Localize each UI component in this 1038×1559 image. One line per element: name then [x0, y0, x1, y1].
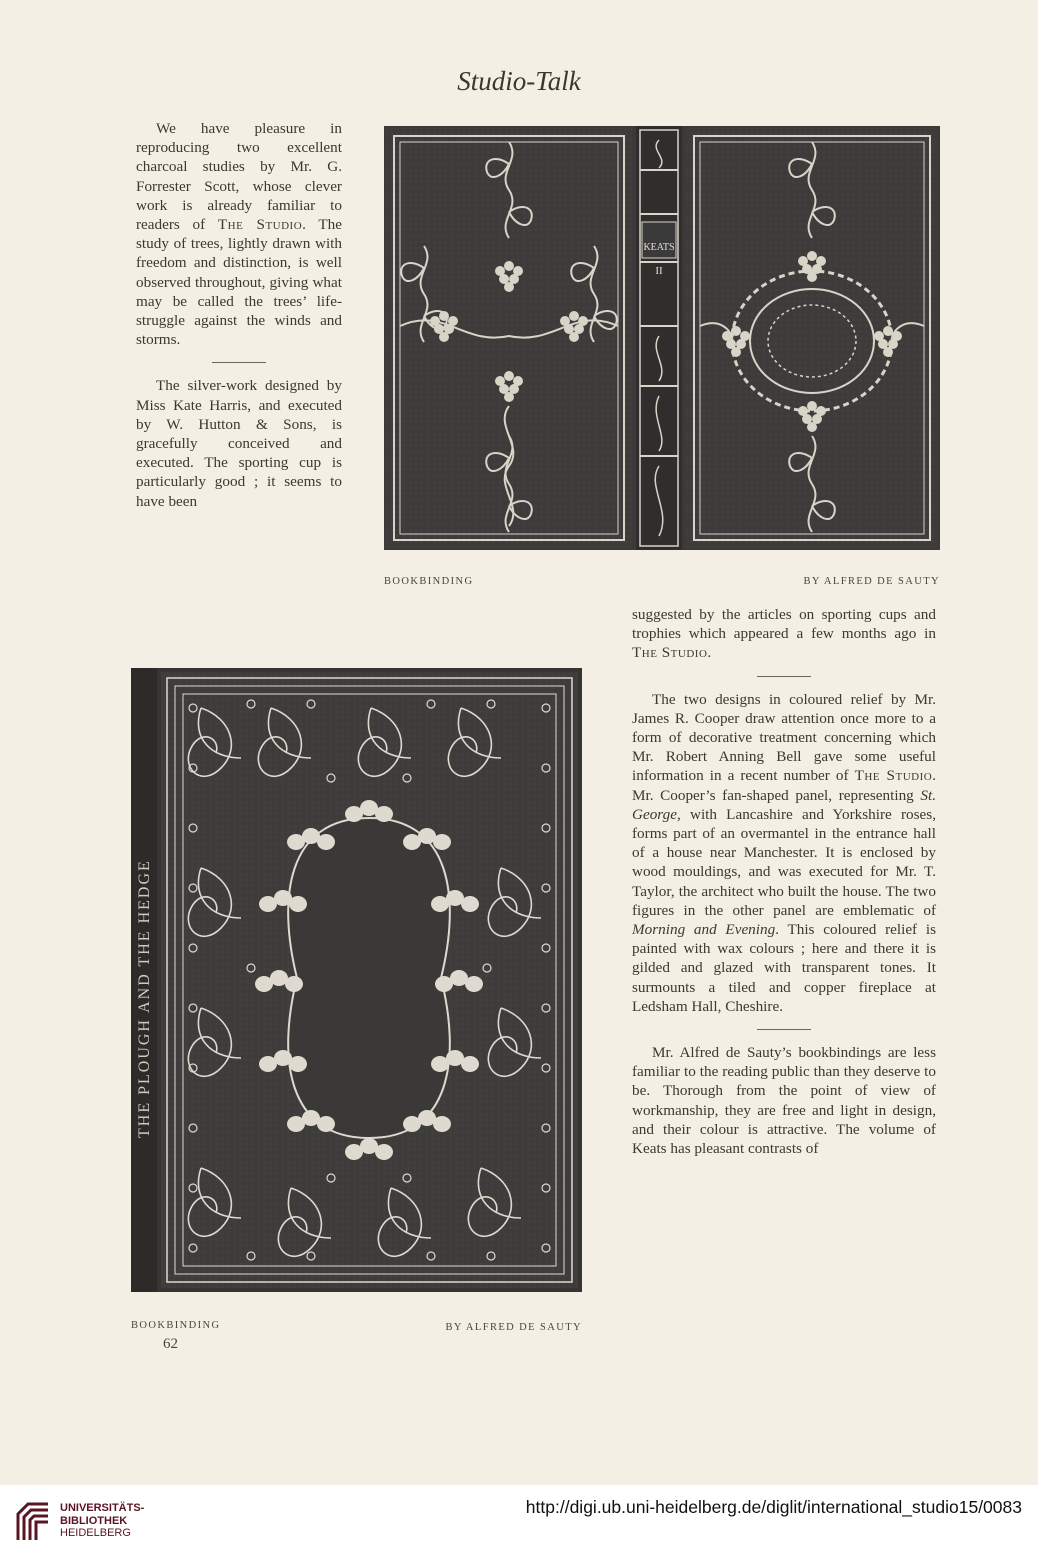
paragraph-charcoal-studies: We have pleasure in reproducing two excellent charcoal studies by Mr. G. Forrester Scott, whose clever work is already familiar to readers of The Studio. The study of trees, lightly drawn with freedom and distinction, is well observed throughout, giving what may be called the trees’ life-struggle against the winds and storms. — [136, 120, 342, 349]
running-header: Studio-Talk — [457, 66, 581, 96]
paragraph-silver-work: The silver-work designed by Miss Kate Harris, and executed by W. Hutton & Sons, is gracefully conceived and executed. The sporting cup is particularly good ; it seems to have been — [136, 377, 342, 510]
caption-bottom-left: BOOKBINDING — [131, 1320, 221, 1331]
spine-text: THE PLOUGH AND THE HEDGE — [136, 859, 153, 1138]
library-name: UNIVERSITÄTS- BIBLIOTHEK HEIDELBERG — [60, 1502, 145, 1539]
paragraph-de-sauty: Mr. Alfred de Sauty’s bookbindings are less familiar to the reading public than they deserve to be. Thorough from the point of view of workmanship, they are free and light in design, and their colour is attractive. The volume of Keats has pleasant contrasts of — [632, 1044, 936, 1158]
section-rule — [212, 362, 266, 363]
caption-bottom-right: BY ALFRED DE SAUTY — [445, 1322, 582, 1333]
section-rule — [757, 676, 811, 677]
right-column — [632, 605, 936, 1158]
bookbinding-keats-plate — [384, 126, 940, 550]
caption-top-right: BY ALFRED DE SAUTY — [803, 576, 940, 587]
keats-binding-image — [384, 126, 940, 550]
plough-binding-image — [131, 668, 582, 1292]
page-number: 62 — [163, 1336, 178, 1352]
paragraph-sporting-cups: suggested by the articles on sporting cups and trophies which appeared a few months ago in The Studio. — [632, 606, 936, 662]
spine-title: KEATS — [643, 242, 675, 253]
paragraph-coloured-relief: The two designs in coloured relief by Mr. James R. Cooper draw attention once more to a form of decorative treatment concerning which Mr. Robert Anning Bell gave some useful information in a recent number of The Studio. Mr. Cooper’s fan-shaped panel, representing St. George, with Lancashire and Yorkshire roses, forms part of an overmantel in the entrance hall of a house near Manchester. It is enclosed by wood mouldings, and was executed for Mr. T. Taylor, the architect who built the house. The two figures in the other panel are emblematic of Morning and Evening. This coloured relief is painted with wax colours ; here and there it is gilded and glazed with transparent tones. It surmounts a tiled and copper fireplace at Ledsham Hall, Cheshire. — [632, 690, 936, 1015]
spine-volume: II — [655, 265, 663, 277]
section-rule — [757, 1029, 811, 1030]
library-logo-icon — [14, 1500, 52, 1542]
left-column — [136, 119, 342, 511]
bookbinding-plough-plate — [131, 668, 582, 1292]
caption-top-left: BOOKBINDING — [384, 576, 474, 587]
source-url-link[interactable]: http://digi.ub.uni-heidelberg.de/diglit/international_studio15/0083 — [525, 1497, 1022, 1517]
